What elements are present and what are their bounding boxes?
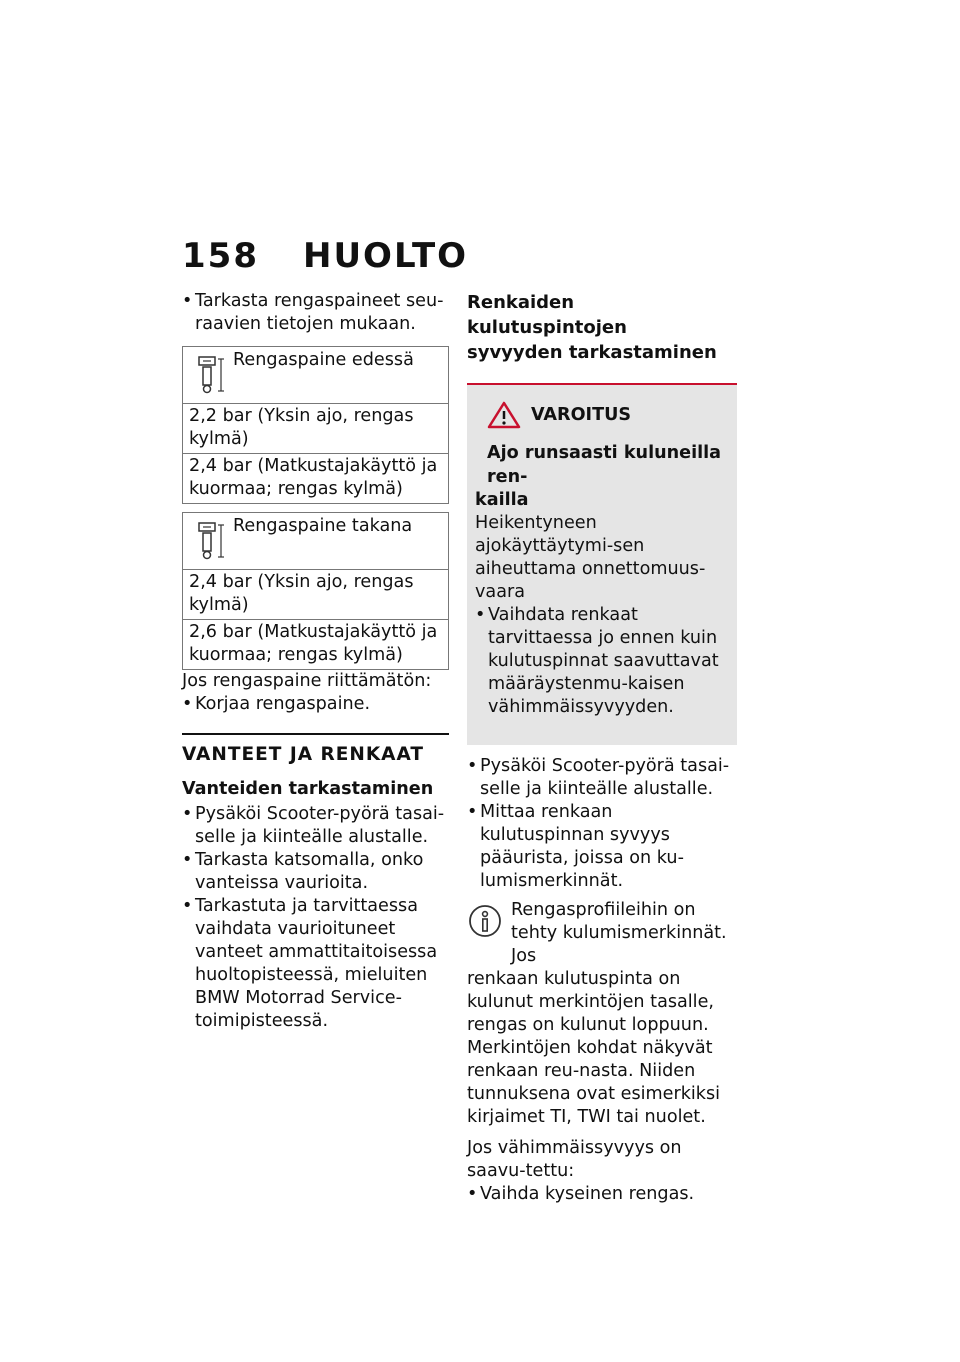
right-column xyxy=(467,290,737,1206)
tread-depth-title xyxy=(467,290,737,365)
tread-bullet: • Pysäköi Scooter-pyörä tasai-selle ja kiinteälle alustalle. xyxy=(467,755,737,801)
warning-header xyxy=(487,401,729,429)
front-pressure-row: 2,4 bar (Matkustajakäyttö ja kuormaa; rengas kylmä) xyxy=(189,456,438,499)
low-pressure-bullet: • Korjaa rengaspaine. xyxy=(182,693,449,716)
warning-bullet: • Vaihdata renkaat tarvittaessa jo ennen kuin kulutuspinnat saavuttavat määräystenmu-kaisen vähimmäissyvyyden. xyxy=(475,604,729,719)
page-number: 158 xyxy=(182,236,259,276)
rear-pressure-row: 2,4 bar (Yksin ajo, rengas kylmä) xyxy=(183,570,448,620)
tread-depth-title-line2: syvyyden tarkastaminen xyxy=(467,342,717,363)
rim-check-bullet: • Tarkasta katsomalla, onko vanteissa vaurioita. xyxy=(182,849,449,895)
min-depth-note: Jos vähimmäissyvyys on saavu-tettu: xyxy=(467,1137,682,1181)
section-divider xyxy=(182,733,449,735)
rim-check-bullet: • Pysäköi Scooter-pyörä tasai-selle ja kiinteälle alustalle. xyxy=(182,803,449,849)
info-text-indent: Rengasprofiileihin on tehty kulumismerkinnät. Jos xyxy=(511,899,727,966)
front-pressure-title: Rengaspaine edessä xyxy=(233,350,414,370)
front-pressure-row: 2,2 bar (Yksin ajo, rengas kylmä) xyxy=(183,404,448,454)
low-pressure-note: Jos rengaspaine riittämätön: xyxy=(182,671,432,691)
page-header xyxy=(182,236,468,276)
rim-check-bullet: • Tarkastuta ja tarvittaessa vaihdata vaurioituneet vanteet ammattitaitoisessa huoltopisteessä, mieluiten BMW Motorrad Service-toimipisteessä. xyxy=(182,895,449,1033)
warning-label: VAROITUS xyxy=(531,404,632,425)
left-column xyxy=(182,290,449,1033)
front-pressure-header xyxy=(183,347,448,404)
intro-bullet: • Tarkasta rengaspaineet seu-raavien tietojen mukaan. xyxy=(182,290,449,336)
rim-check-subtitle: Vanteiden tarkastaminen xyxy=(182,779,434,799)
rear-pressure-table xyxy=(182,512,449,670)
warning-triangle-icon xyxy=(487,401,521,429)
warning-heading: Ajo runsaasti kuluneilla ren- xyxy=(487,443,722,487)
section-title: VANTEET JA RENKAAT xyxy=(182,744,424,765)
info-icon xyxy=(467,903,503,939)
warning-body: Heikentyneen ajokäyttäytymi-sen aiheuttama onnettomuus-vaara xyxy=(475,513,706,602)
info-text: renkaan kulutuspinta on kulunut merkintöjen tasalle, rengas on kulunut loppuun. Merkintöjen kohdat näkyvät renkaan reu-nasta. Niiden tunnuksena ovat esimerkiksi kirjaimet TI, TWI tai nuolet. xyxy=(467,968,721,1127)
rear-pressure-title: Rengaspaine takana xyxy=(233,516,413,536)
tire-pressure-icon xyxy=(197,355,227,395)
replace-tire-bullet: • Vaihda kyseinen rengas. xyxy=(467,1183,737,1206)
rear-pressure-header xyxy=(183,513,448,570)
tread-depth-title-line1: Renkaiden kulutuspintojen xyxy=(467,292,627,338)
tread-bullet: • Mittaa renkaan kulutuspinnan syvyys pääurista, joissa on ku-lumismerkinnät. xyxy=(467,801,737,893)
rear-pressure-row: 2,6 bar (Matkustajakäyttö ja kuormaa; rengas kylmä) xyxy=(189,622,438,665)
warning-heading-cont: kailla xyxy=(475,490,529,510)
chapter-title: HUOLTO xyxy=(302,236,469,276)
front-pressure-table xyxy=(182,346,449,504)
warning-box xyxy=(467,383,737,745)
tire-pressure-icon xyxy=(197,521,227,561)
info-note xyxy=(467,899,737,1129)
